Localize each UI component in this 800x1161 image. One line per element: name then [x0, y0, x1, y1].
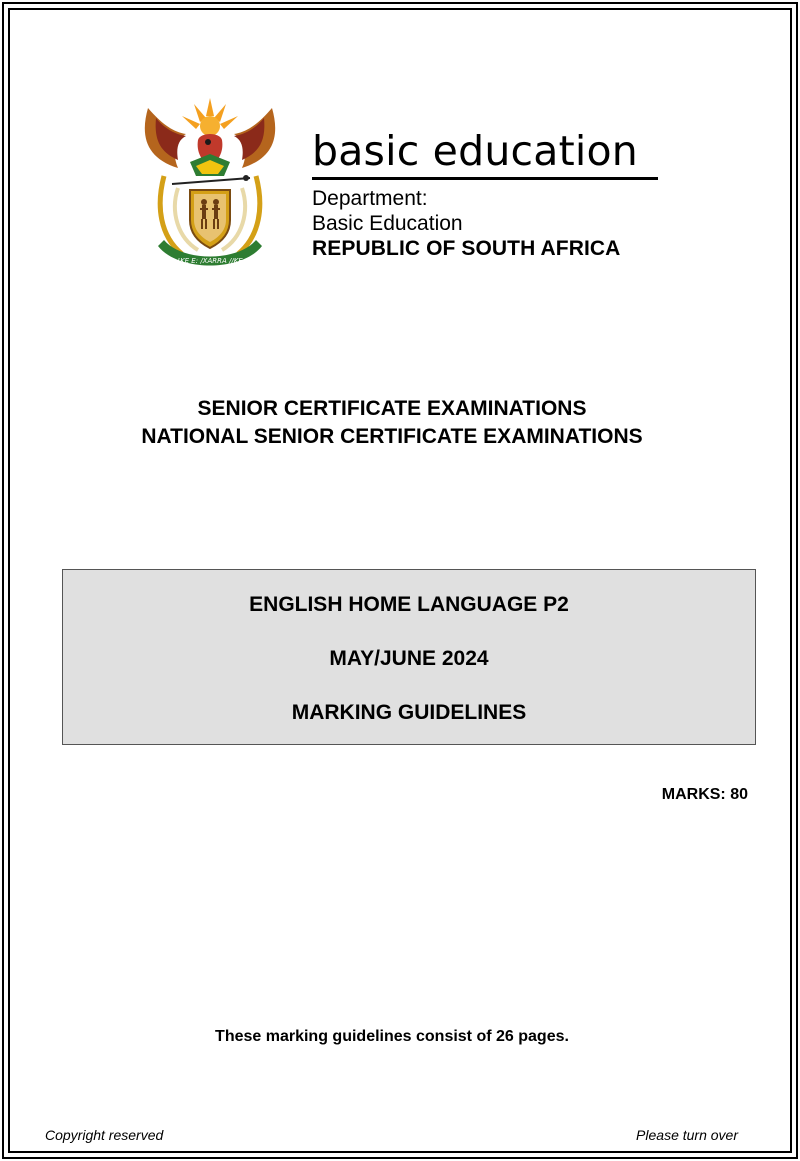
turn-over-footer: Please turn over [636, 1127, 738, 1143]
brand-title: basic education [312, 127, 638, 175]
svg-text:!KE E: /XARRA //KE: !KE E: /XARRA //KE [177, 257, 243, 265]
exam-headings [0, 395, 784, 451]
document-type: MARKING GUIDELINES [291, 701, 527, 724]
exam-heading-senior: SENIOR CERTIFICATE EXAMINATIONS [197, 397, 587, 420]
exam-session: MAY/JUNE 2024 [329, 647, 489, 670]
copyright-footer: Copyright reserved [45, 1127, 164, 1143]
brand-underline [312, 177, 658, 180]
exam-heading-national: NATIONAL SENIOR CERTIFICATE EXAMINATIONS [141, 425, 643, 448]
marks-total: MARKS: 80 [661, 786, 748, 803]
country-name: REPUBLIC OF SOUTH AFRICA [312, 237, 621, 260]
subject-box [62, 569, 756, 745]
department-label: Department: [312, 187, 428, 210]
page-count-note: These marking guidelines consist of 26 pages. [215, 1028, 569, 1045]
coat-of-arms-emblem [138, 96, 282, 274]
department-name: Basic Education [312, 212, 463, 235]
subject-title: ENGLISH HOME LANGUAGE P2 [249, 593, 569, 616]
department-branding [312, 126, 662, 261]
